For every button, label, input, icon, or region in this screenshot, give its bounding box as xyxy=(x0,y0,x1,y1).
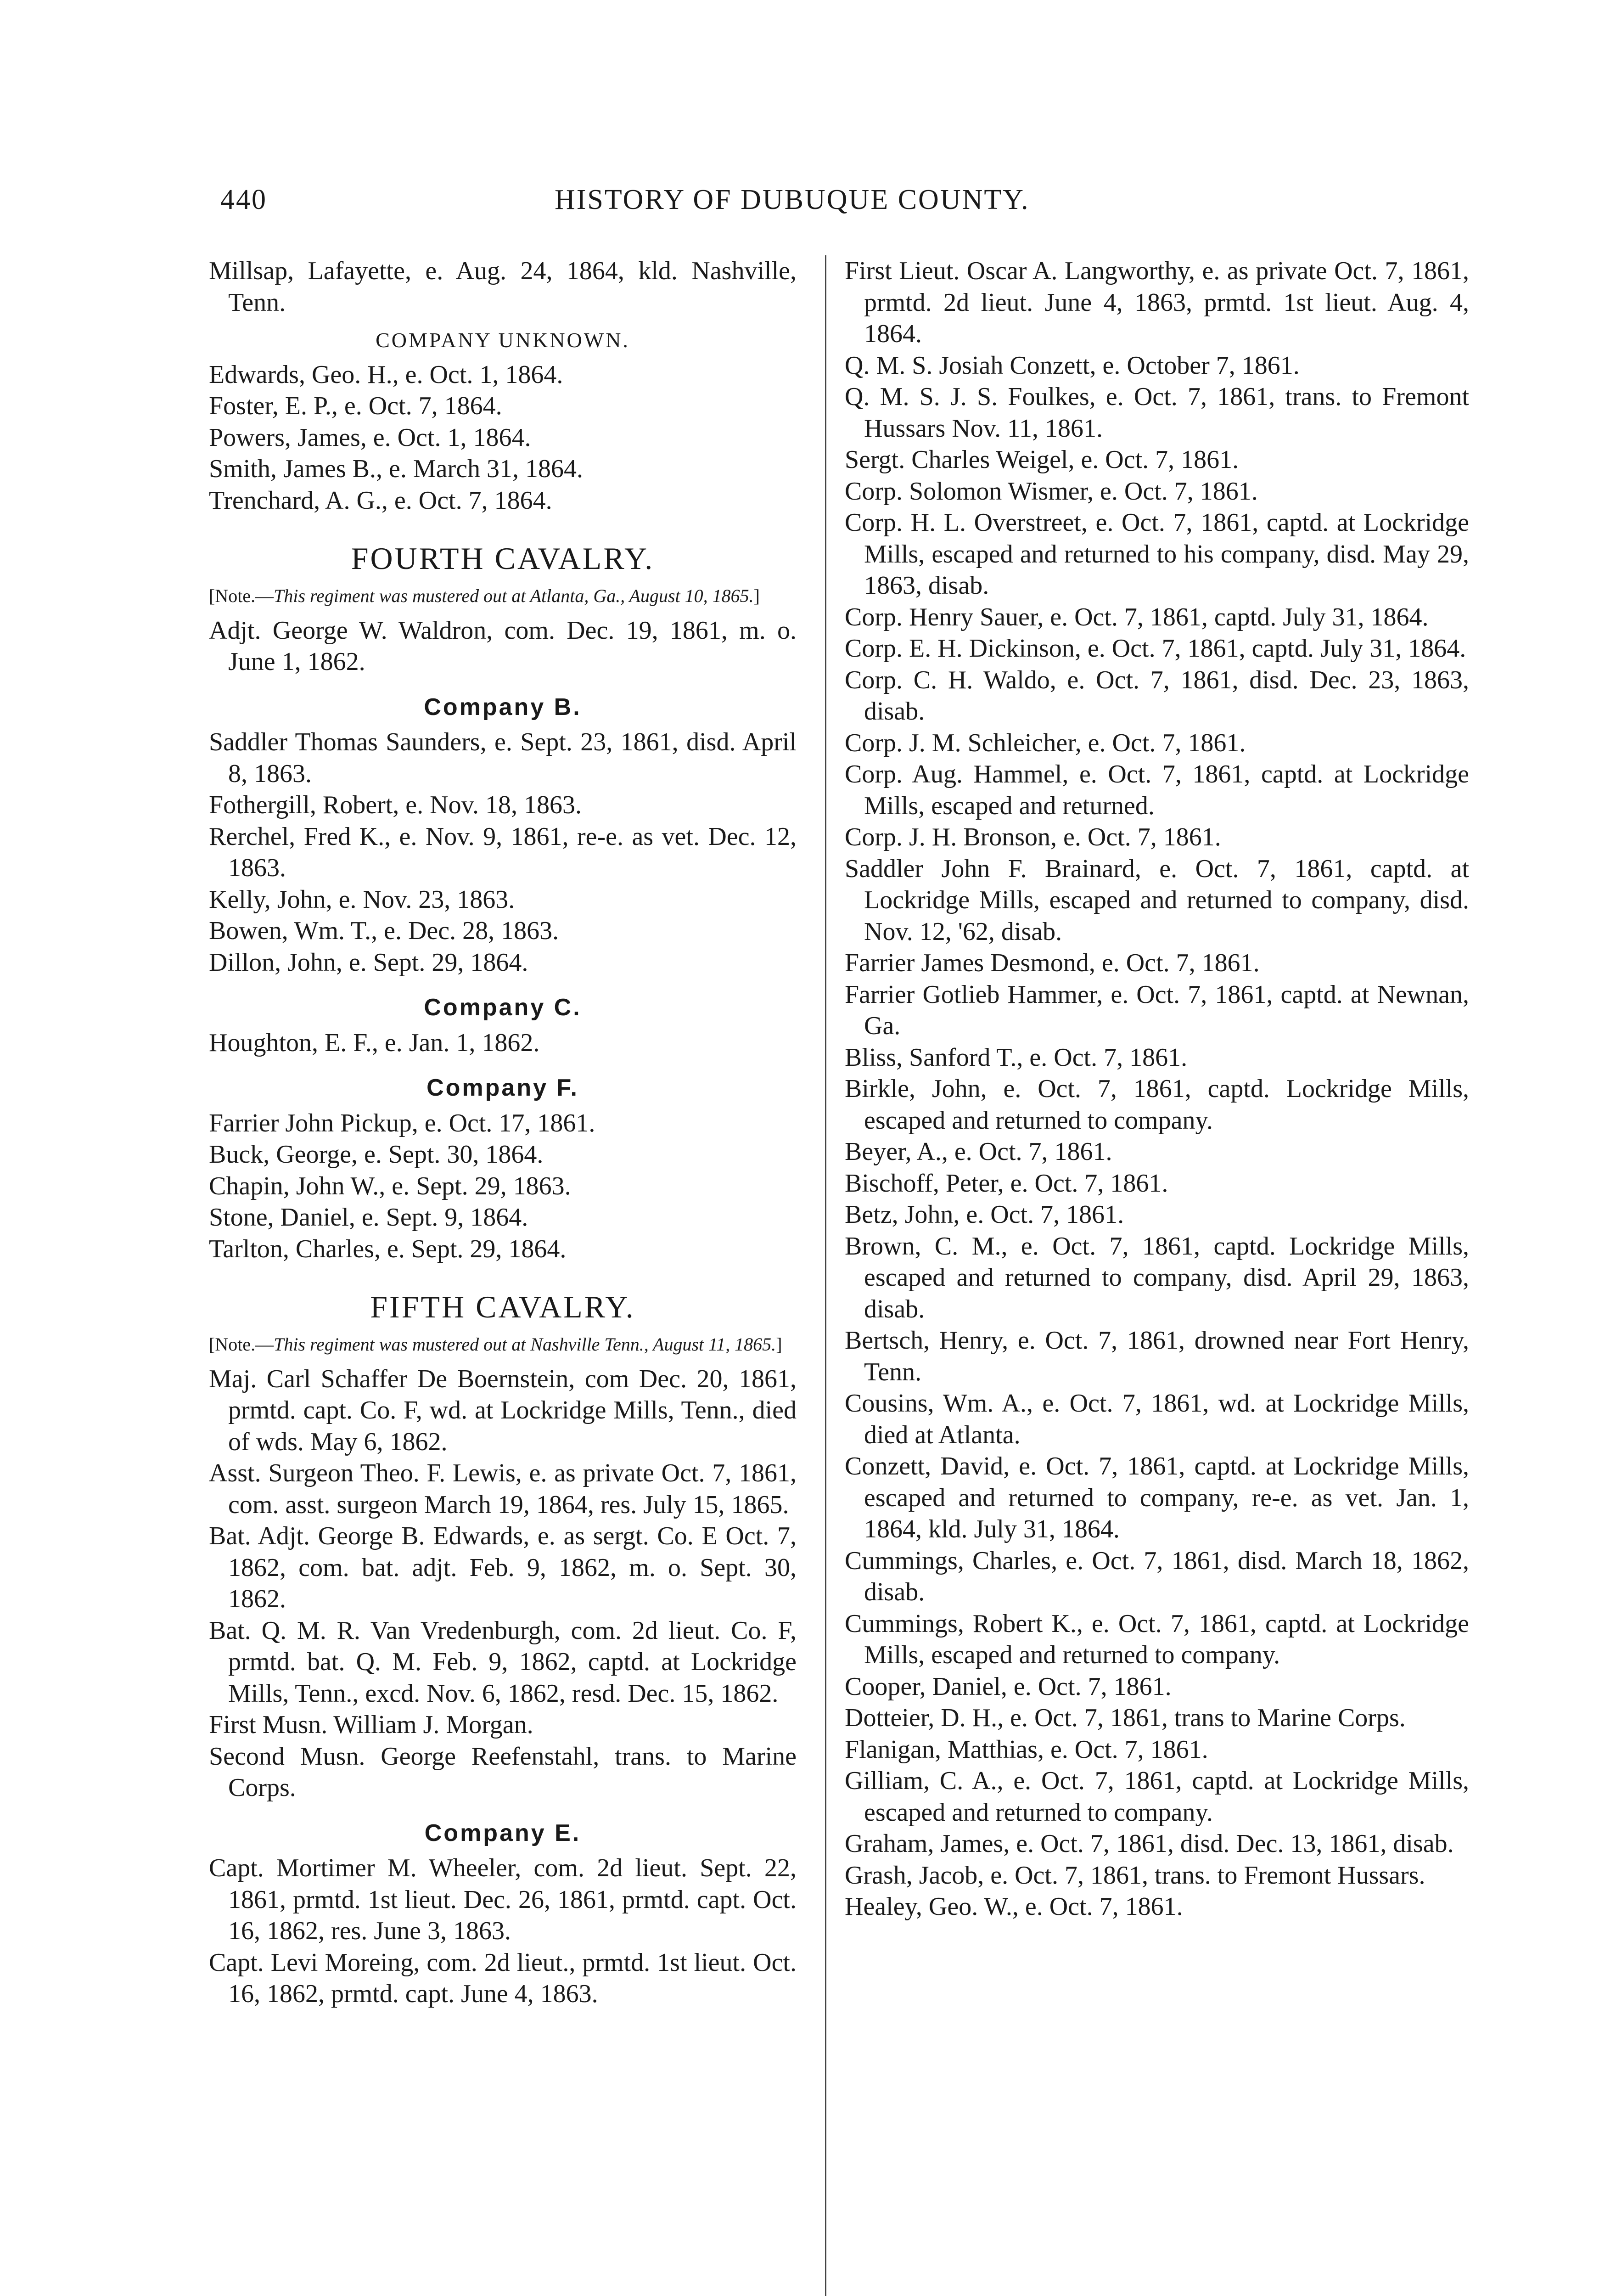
roster-entry: First Lieut. Oscar A. Langworthy, e. as private Oct. 7, 1861, prmtd. 2d lieut. June 4, 1863, prmtd. 1st lieut. Aug. 4, 1864. xyxy=(845,257,1469,348)
roster-entry: Brown, C. M., e. Oct. 7, 1861, captd. Lockridge Mills, escaped and returned to company, disd. April 29, 1863, disab. xyxy=(845,1232,1469,1323)
roster-entry: Bliss, Sanford T., e. Oct. 7, 1861. xyxy=(845,1043,1188,1072)
roster-entry: Birkle, John, e. Oct. 7, 1861, captd. Lockridge Mills, escaped and returned to company. xyxy=(845,1075,1469,1135)
roster-entry: Farrier John Pickup, e. Oct. 17, 1861. xyxy=(209,1109,595,1137)
roster-entry: Saddler John F. Brainard, e. Oct. 7, 1861, captd. at Lockridge Mills, escaped and returned to company, disd. Nov. 12, '62, disab. xyxy=(845,854,1469,946)
roster-entry: Corp. C. H. Waldo, e. Oct. 7, 1861, disd. Dec. 23, 1863, disab. xyxy=(845,665,1469,726)
roster-entry: Corp. Aug. Hammel, e. Oct. 7, 1861, captd. at Lockridge Mills, escaped and returned. xyxy=(845,760,1469,820)
roster-entry: Betz, John, e. Oct. 7, 1861. xyxy=(845,1200,1124,1229)
fifth-cavalry-note xyxy=(209,1333,797,1356)
roster-entry: Grash, Jacob, e. Oct. 7, 1861, trans. to Fremont Hussars. xyxy=(845,1861,1425,1890)
roster-entry: Cousins, Wm. A., e. Oct. 7, 1861, wd. at Lockridge Mills, died at Atlanta. xyxy=(845,1389,1469,1449)
roster-entry: Healey, Geo. W., e. Oct. 7, 1861. xyxy=(845,1892,1183,1921)
roster-entry: Fothergill, Robert, e. Nov. 18, 1863. xyxy=(209,791,582,819)
roster-entry: Capt. Levi Moreing, com. 2d lieut., prmtd. 1st lieut. Oct. 16, 1862, prmtd. capt. June 4, 1863. xyxy=(209,1948,797,2008)
roster-entry: Foster, E. P., e. Oct. 7, 1864. xyxy=(209,392,502,420)
roster-entry: Cummings, Robert K., e. Oct. 7, 1861, captd. at Lockridge Mills, escaped and returned to company. xyxy=(845,1609,1469,1669)
roster-entry: Rerchel, Fred K., e. Nov. 9, 1861, re-e. as vet. Dec. 12, 1863. xyxy=(209,822,797,882)
roster-entry: Corp. Henry Sauer, e. Oct. 7, 1861, captd. July 31, 1864. xyxy=(845,602,1429,631)
roster-entry: Trenchard, A. G., e. Oct. 7, 1864. xyxy=(209,486,552,515)
roster-entry: Bowen, Wm. T., e. Dec. 28, 1863. xyxy=(209,917,559,945)
company-f-heading: Company F. xyxy=(426,1075,579,1101)
roster-entry: Corp. J. M. Schleicher, e. Oct. 7, 1861. xyxy=(845,728,1246,757)
roster-entry: Edwards, Geo. H., e. Oct. 1, 1864. xyxy=(209,360,563,389)
roster-entry: Flanigan, Matthias, e. Oct. 7, 1861. xyxy=(845,1735,1208,1764)
note-prefix: [Note.— xyxy=(209,1334,274,1355)
note-text: This regiment was mustered out at Nashville Tenn., August 11, 1865. xyxy=(274,1334,776,1355)
roster-entry: Capt. Mortimer M. Wheeler, com. 2d lieut. Sept. 22, 1861, prmtd. 1st lieut. Dec. 26, 1861, prmtd. capt. Oct. 16, 1862, res. June 3, 1863. xyxy=(209,1854,797,1945)
roster-entry: Farrier Gotlieb Hammer, e. Oct. 7, 1861, captd. at Newnan, Ga. xyxy=(845,980,1469,1040)
running-title: HISTORY OF DUBUQUE COUNTY. xyxy=(555,184,1030,215)
fourth-cavalry-note xyxy=(209,585,797,608)
company-c-heading: Company C. xyxy=(424,994,582,1021)
roster-entry: Cooper, Daniel, e. Oct. 7, 1861. xyxy=(845,1672,1172,1701)
company-unknown-heading: COMPANY UNKNOWN. xyxy=(376,328,630,352)
roster-entry: Graham, James, e. Oct. 7, 1861, disd. Dec. 13, 1861, disab. xyxy=(845,1829,1454,1858)
roster-entry: Chapin, John W., e. Sept. 29, 1863. xyxy=(209,1171,571,1200)
roster-entry: First Musn. William J. Morgan. xyxy=(209,1711,533,1739)
roster-entry: Corp. H. L. Overstreet, e. Oct. 7, 1861, captd. at Lockridge Mills, escaped and returned to his company, disd. May 29, 1863, disab. xyxy=(845,508,1469,600)
roster-entry: Corp. E. H. Dickinson, e. Oct. 7, 1861, captd. July 31, 1864. xyxy=(845,634,1466,663)
roster-entry: Conzett, David, e. Oct. 7, 1861, captd. at Lockridge Mills, escaped and returned to company, re-e. as vet. Jan. 1, 1864, kld. July 31, 1864. xyxy=(845,1452,1469,1543)
roster-entry: Asst. Surgeon Theo. F. Lewis, e. as private Oct. 7, 1861, com. asst. surgeon March 19, 1864, res. July 15, 1865. xyxy=(209,1459,797,1519)
roster-entry: Powers, James, e. Oct. 1, 1864. xyxy=(209,423,531,452)
roster-entry: Stone, Daniel, e. Sept. 9, 1864. xyxy=(209,1203,528,1232)
roster-entry: Dillon, John, e. Sept. 29, 1864. xyxy=(209,948,528,977)
left-column xyxy=(209,255,797,2010)
roster-entry: Corp. Solomon Wismer, e. Oct. 7, 1861. xyxy=(845,477,1258,506)
page-header xyxy=(220,184,1409,225)
roster-entry: Maj. Carl Schaffer De Boernstein, com Dec. 20, 1861, prmtd. capt. Co. F, wd. at Lockridge Mills, Tenn., died of wds. May 6, 1862. xyxy=(209,1364,797,1456)
company-b-heading: Company B. xyxy=(424,693,582,720)
note-text: This regiment was mustered out at Atlanta, Ga., August 10, 1865. xyxy=(274,585,754,606)
roster-entry: Bertsch, Henry, e. Oct. 7, 1861, drowned near Fort Henry, Tenn. xyxy=(845,1326,1469,1386)
roster-entry: Sergt. Charles Weigel, e. Oct. 7, 1861. xyxy=(845,445,1239,474)
roster-entry: Second Musn. George Reefenstahl, trans. to Marine Corps. xyxy=(209,1742,797,1802)
note-prefix: [Note.— xyxy=(209,585,274,606)
roster-entry: Smith, James B., e. March 31, 1864. xyxy=(209,455,584,483)
page-number: 440 xyxy=(220,184,267,215)
roster-entry: Tarlton, Charles, e. Sept. 29, 1864. xyxy=(209,1234,567,1263)
roster-entry: Bat. Adjt. George B. Edwards, e. as sergt. Co. E Oct. 7, 1862, com. bat. adjt. Feb. 9, 1862, m. o. Sept. 30, 1862. xyxy=(209,1522,797,1613)
roster-entry: Cummings, Charles, e. Oct. 7, 1861, disd. March 18, 1862, disab. xyxy=(845,1546,1469,1606)
note-suffix: ] xyxy=(776,1334,782,1355)
roster-entry: Corp. J. H. Bronson, e. Oct. 7, 1861. xyxy=(845,823,1221,851)
right-column xyxy=(845,255,1469,1923)
roster-entry: Beyer, A., e. Oct. 7, 1861. xyxy=(845,1137,1112,1166)
roster-entry: Adjt. George W. Waldron, com. Dec. 19, 1861, m. o. June 1, 1862. xyxy=(209,616,797,676)
roster-entry: Dotteier, D. H., e. Oct. 7, 1861, trans to Marine Corps. xyxy=(845,1704,1406,1732)
roster-entry: Bischoff, Peter, e. Oct. 7, 1861. xyxy=(845,1169,1168,1198)
roster-entry: Kelly, John, e. Nov. 23, 1863. xyxy=(209,885,515,914)
roster-entry: Bat. Q. M. R. Van Vredenburgh, com. 2d lieut. Co. F, prmtd. bat. Q. M. Feb. 9, 1862, captd. at Lockridge Mills, Tenn., excd. Nov. 6, 1862, resd. Dec. 15, 1862. xyxy=(209,1616,797,1708)
fourth-cavalry-heading: FOURTH CAVALRY. xyxy=(351,541,655,576)
roster-entry: Q. M. S. Josiah Conzett, e. October 7, 1861. xyxy=(845,351,1300,380)
fifth-cavalry-heading: FIFTH CAVALRY. xyxy=(370,1289,635,1324)
company-e-heading: Company E. xyxy=(424,1819,581,1846)
roster-entry: Millsap, Lafayette, e. Aug. 24, 1864, kld. Nashville, Tenn. xyxy=(209,257,797,317)
roster-entry: Buck, George, e. Sept. 30, 1864. xyxy=(209,1140,544,1169)
roster-entry: Houghton, E. F., e. Jan. 1, 1862. xyxy=(209,1028,540,1057)
column-divider xyxy=(825,255,826,2296)
roster-entry: Saddler Thomas Saunders, e. Sept. 23, 1861, disd. April 8, 1863. xyxy=(209,728,797,788)
roster-entry: Farrier James Desmond, e. Oct. 7, 1861. xyxy=(845,949,1260,977)
roster-entry: Gilliam, C. A., e. Oct. 7, 1861, captd. at Lockridge Mills, escaped and returned to company. xyxy=(845,1767,1469,1827)
roster-entry: Q. M. S. J. S. Foulkes, e. Oct. 7, 1861, trans. to Fremont Hussars Nov. 11, 1861. xyxy=(845,383,1469,443)
note-suffix: ] xyxy=(753,585,760,606)
